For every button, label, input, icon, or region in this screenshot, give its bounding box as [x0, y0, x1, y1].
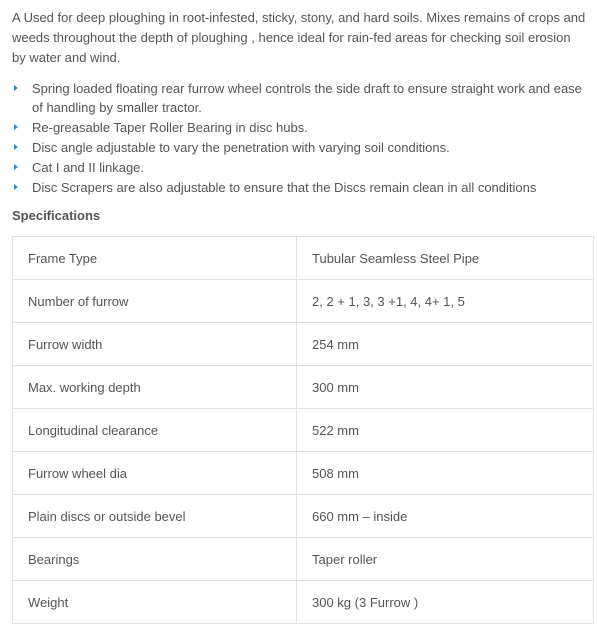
specifications-heading: Specifications	[12, 208, 101, 223]
table-row	[13, 323, 594, 366]
spec-label: Furrow wheel dia	[13, 452, 297, 495]
spec-value: 254 mm	[297, 323, 594, 366]
spec-value: 660 mm – inside	[297, 495, 594, 538]
table-row	[13, 366, 594, 409]
spec-label: Longitudinal clearance	[13, 409, 297, 452]
feature-text: Cat I and II linkage.	[32, 160, 145, 175]
spec-label: Bearings	[13, 538, 297, 581]
triangle-bullet-icon	[14, 144, 18, 150]
spec-value: 508 mm	[297, 452, 594, 495]
table-row	[13, 538, 594, 581]
table-row	[13, 452, 594, 495]
specifications-table	[12, 236, 594, 624]
table-row	[13, 409, 594, 452]
spec-value: 300 mm	[297, 366, 594, 409]
table-row	[13, 237, 594, 280]
spec-value: Taper roller	[297, 538, 594, 581]
spec-label: Max. working depth	[13, 366, 297, 409]
feature-text: Disc Scrapers are also adjustable to ensure that the Discs remain clean in all conditions	[32, 180, 537, 195]
table-row	[13, 280, 594, 323]
spec-label: Plain discs or outside bevel	[13, 495, 297, 538]
features-list	[12, 79, 592, 197]
spec-label: Weight	[13, 581, 297, 624]
triangle-bullet-icon	[14, 124, 18, 130]
spec-value: 300 kg (3 Furrow )	[297, 581, 594, 624]
intro-paragraph: A Used for deep ploughing in root-infested, sticky, stony, and hard soils. Mixes remains of crops and weeds throughout the depth of ploughing , hence ideal for rain-fed areas for checking soil erosion by water and wind.	[12, 10, 586, 65]
feature-text: Spring loaded floating rear furrow wheel controls the side draft to ensure straight work and ease of handling by smaller tractor.	[32, 81, 582, 115]
list-item	[12, 118, 592, 137]
list-item	[12, 178, 592, 197]
list-item	[12, 138, 592, 157]
table-row	[13, 495, 594, 538]
table-row	[13, 581, 594, 624]
feature-text: Re-greasable Taper Roller Bearing in disc hubs.	[32, 120, 308, 135]
list-item	[12, 158, 592, 177]
product-description	[12, 0, 592, 624]
spec-value: 2, 2 + 1, 3, 3 +1, 4, 4+ 1, 5	[297, 280, 594, 323]
spec-label: Frame Type	[13, 237, 297, 280]
list-item	[12, 79, 592, 117]
triangle-bullet-icon	[14, 85, 18, 91]
triangle-bullet-icon	[14, 184, 18, 190]
spec-label: Number of furrow	[13, 280, 297, 323]
spec-label: Furrow width	[13, 323, 297, 366]
triangle-bullet-icon	[14, 164, 18, 170]
feature-text: Disc angle adjustable to vary the penetration with varying soil conditions.	[32, 140, 450, 155]
spec-value: 522 mm	[297, 409, 594, 452]
spec-value: Tubular Seamless Steel Pipe	[297, 237, 594, 280]
